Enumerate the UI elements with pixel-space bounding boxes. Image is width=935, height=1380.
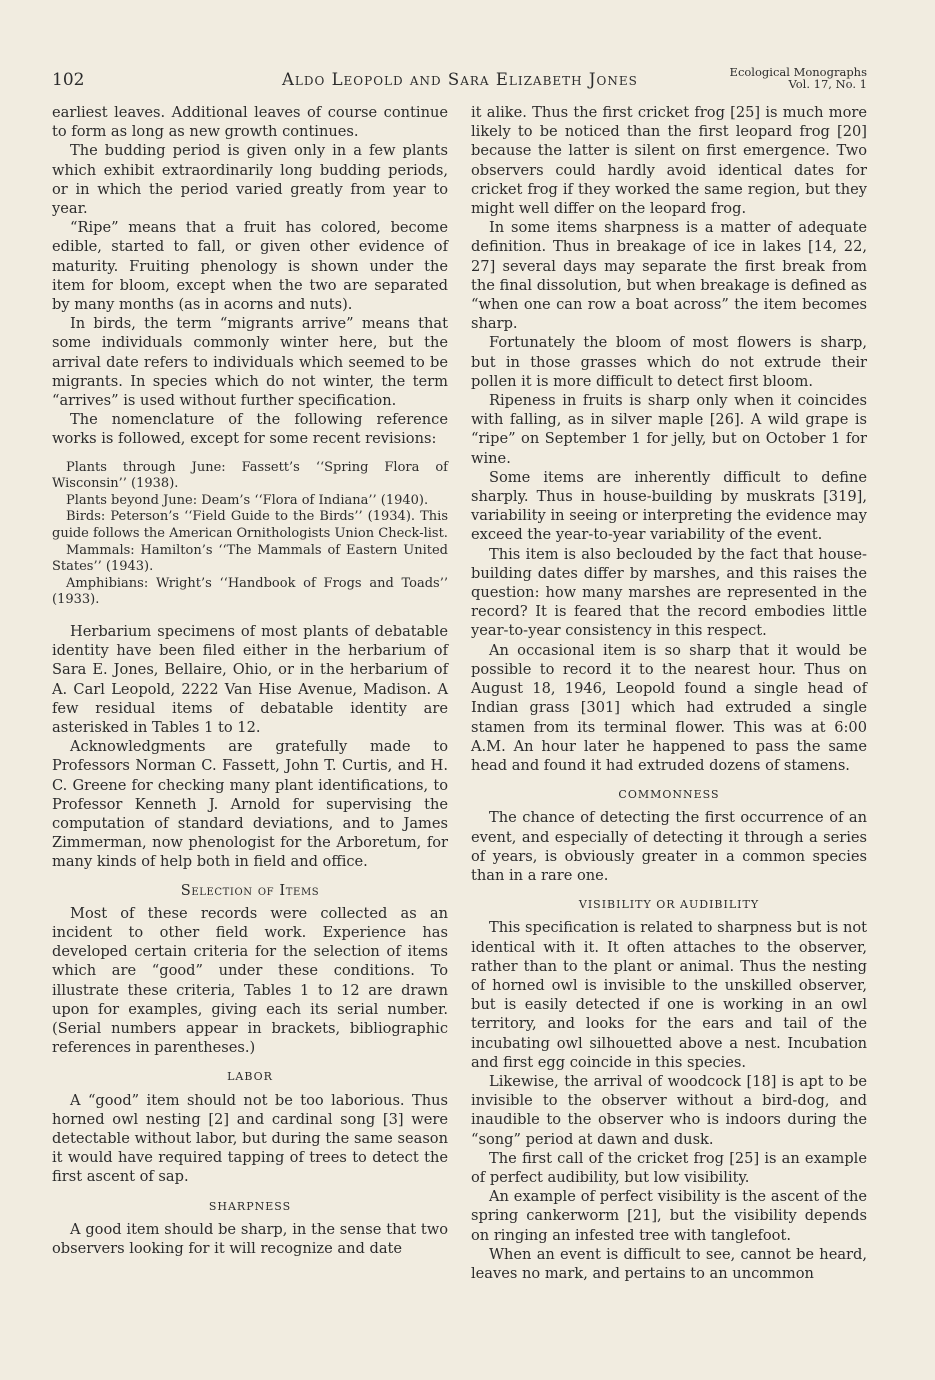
paragraph: Ripeness in fruits is sharp only when it coincides with falling, as in silver maple [26]. A wild grape is “ripe” on September 1 for jelly, but on October 1 for wine. [471, 392, 867, 467]
paragraph: An occasional item is so sharp that it would be possible to record it to the nearest hour. Thus on August 18, 1946, Leopold found a single head of Indian grass [301] which had extruded a single stamen from its terminal flower. This was at 6:00 A.M. An hour later he happened to pass the same head and found it had extruded dozens of stamens. [471, 641, 867, 774]
page-number: 102 [52, 70, 85, 90]
paragraph: This specification is related to sharpness but is not identical with it. It often attaches to the observer, rather than to the plant or animal. Thus the nesting of horned owl is invisible to the unskilled observer, but is easily detected if one is working in an owl territory, and looks for the ears and tail of the incubating owl silhouetted above a nest. Incubation and first egg coincide in this species. [471, 919, 867, 1071]
reference-item: Plants beyond June: Deam’s ‘‘Flora of Indiana’’ (1940). [66, 492, 429, 508]
paragraph: Some items are inherently difficult to define sharply. Thus in house-building by muskrats [319], variability in seeing or interpreting the evidence may exceed the year-to-year variability of the event. [471, 468, 867, 544]
reference-item: Birds: Peterson’s ‘‘Field Guide to the Birds’’ (1934). This guide follows the American Ornithologists Union Check-list. [52, 509, 448, 542]
paragraph: The first call of the cricket frog [25] is an example of perfect audibility, but low visibility. [471, 1149, 867, 1186]
paragraph: This item is also beclouded by the fact that house-building dates differ by marshes, and this raises the question: how many marshes are represented in the record? It is feared that the record embodies little year-to-year consistency in this respect. [471, 545, 867, 640]
paragraph: Herbarium specimens of most plants of debatable identity have been filed either in the herbarium of Sara E. Jones, Bellaire, Ohio, or in the herbarium of A. Carl Leopold, 2222 Van Hise Avenue, Madison. A few residual items of debatable identity are asterisked in Tables 1 to 12. [52, 623, 448, 737]
running-title: Aldo Leopold and Sara Elizabeth Jones [282, 70, 638, 89]
paragraph: In birds, the term “migrants arrive” means that some individuals commonly winter here, but the arrival date refers to individuals which seemed to be migrants. In species which do not winter, the term “arrives” is used without further specification. [52, 315, 448, 410]
paragraph: earliest leaves. Additional leaves of course continue to form as long as new growth continues. [52, 104, 448, 141]
paragraph: In some items sharpness is a matter of adequate definition. Thus in breakage of ice in lakes [14, 22, 27] several days may separate the first break from the final dissolution, but when breakage is defined as “when one can row a boat across” the item becomes sharp. [471, 219, 867, 333]
paragraph: A good item should be sharp, in the sense that two observers looking for it will recognize and date [52, 1220, 448, 1258]
reference-item: Plants through June: Fassett’s ‘‘Spring Flora of Wisconsin’’ (1938). [52, 459, 448, 492]
journal-info [730, 66, 867, 90]
reference-item: Amphibians: Wright’s ‘‘Handbook of Frogs and Toads’’ (1933). [52, 575, 448, 608]
subsection-heading-visibility: VISIBILITY OR AUDIBILITY [578, 898, 760, 912]
section-heading-selection: Selection of Items [180, 881, 320, 899]
left-column [52, 103, 448, 1258]
right-column [471, 103, 867, 1283]
reference-item: Mammals: Hamilton’s ‘‘The Mammals of Eastern United States’’ (1943). [52, 542, 448, 575]
paragraph: Most of these records were collected as an incident to other field work. Experience has developed certain criteria for the selection of items which are “good” under these conditions. To illustrate these criteria, Tables 1 to 12 are drawn upon for examples, giving each its serial number. (Serial numbers appear in brackets, bibliographic references in parentheses.) [52, 904, 448, 1057]
paragraph: An example of perfect visibility is the ascent of the spring cankerworm [21], but the visibility depends on ringing an infested tree with tanglefoot. [471, 1188, 867, 1244]
journal-name: Ecological Monographs [729, 65, 867, 79]
volume-issue: Vol. 17, No. 1 [788, 77, 867, 91]
paragraph: The budding period is given only in a few plants which exhibit extraordinarily long budding periods, or in which the period varied greatly from year to year. [52, 142, 448, 218]
subsection-heading-labor: LABOR [227, 1070, 273, 1084]
paragraph: it alike. Thus the first cricket frog [25] is much more likely to be noticed than the first leopard frog [20] because the latter is silent on first emergence. Two observers could hardly avoid identical dates for cricket frog if they worked the same region, but they might well differ on the leopard frog. [471, 104, 867, 218]
subsection-heading-commonness: COMMONNESS [618, 788, 720, 802]
paragraph: “Ripe” means that a fruit has colored, become edible, started to fall, or given other evidence of maturity. Fruiting phenology is shown under the item for bloom, except when the two are separated by many months (as in acorns and nuts). [52, 219, 448, 314]
paragraph: The nomenclature of the following reference works is followed, except for some recent revisions: [52, 411, 448, 448]
paragraph: Likewise, the arrival of woodcock [18] is apt to be invisible to the observer without a bird-dog, and inaudible to the observer who is indoors during the “song” period at dawn and dusk. [471, 1072, 867, 1148]
paragraph: Fortunately the bloom of most flowers is sharp, but in those grasses which do not extrude their pollen it is more difficult to detect first bloom. [471, 334, 867, 390]
running-head [52, 66, 867, 100]
reference-list [52, 460, 448, 609]
paragraph: The chance of detecting the first occurrence of an event, and especially of detecting it through a series of years, is obviously greater in a common species than in a rare one. [471, 809, 867, 884]
subsection-heading-sharpness: SHARPNESS [208, 1199, 292, 1213]
paragraph: A “good” item should not be too laborious. Thus horned owl nesting [2] and cardinal song [3] were detectable without labor, but during the same season it would have required tapping of trees to detect the first ascent of sap. [52, 1091, 448, 1186]
paragraph: When an event is difficult to see, cannot be heard, leaves no mark, and pertains to an uncommon [471, 1245, 867, 1282]
paragraph: Acknowledgments are gratefully made to Professors Norman C. Fassett, John T. Curtis, and H. C. Greene for checking many plant identifications, to Professor Kenneth J. Arnold for supervising the computation of standard deviations, and to James Zimmerman, now phenologist for the Arboretum, for many kinds of help both in field and office. [52, 738, 448, 871]
